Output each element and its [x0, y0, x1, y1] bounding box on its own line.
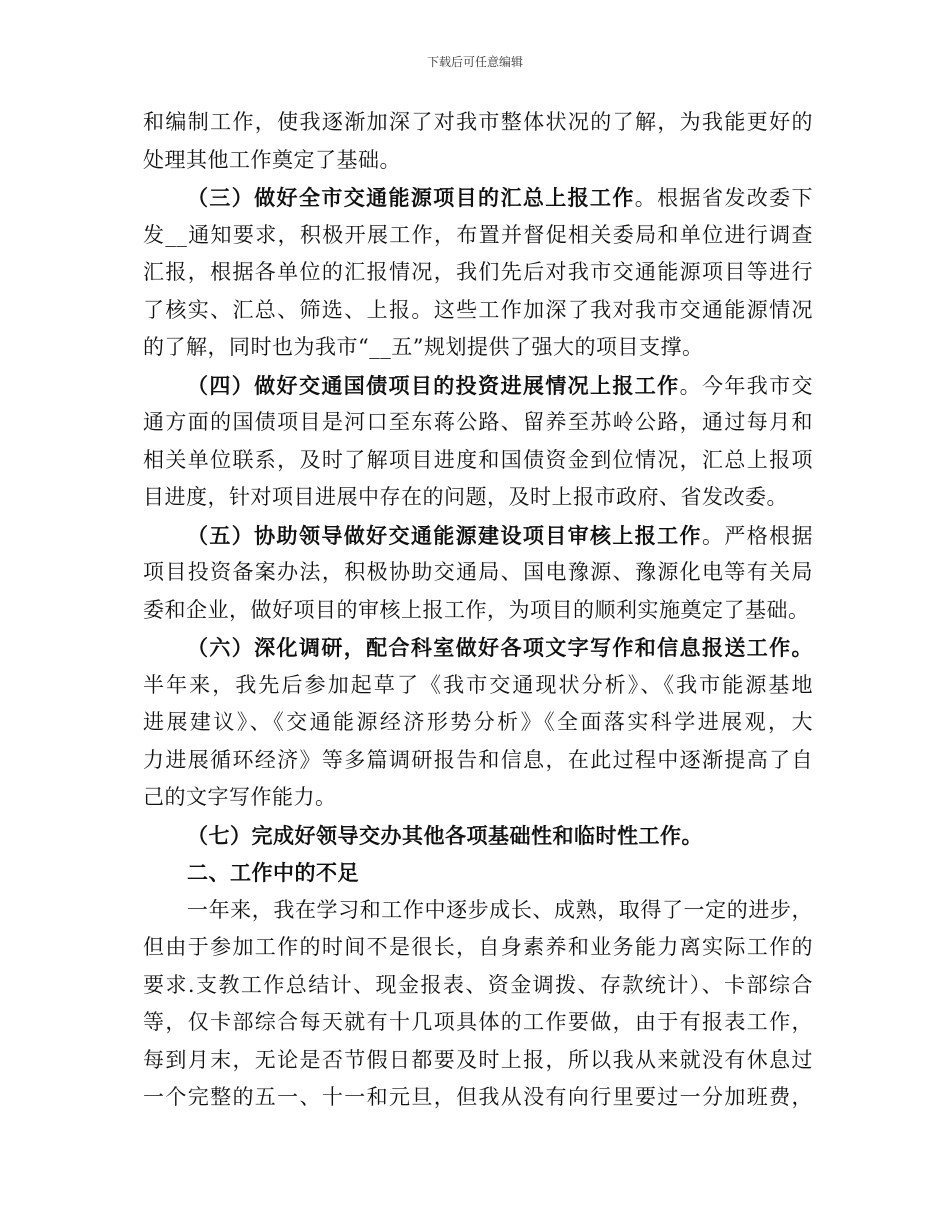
body-text: 。根据省发改委下: [634, 186, 814, 210]
text-line: [143, 817, 813, 855]
body-text: 。严格根据: [701, 523, 814, 548]
bold-heading-text: （六）深化调研，配合科室做好各项文字写作和信息报送工作。: [187, 635, 813, 660]
bold-heading-text: 二、工作中的不足: [187, 860, 359, 885]
text-line: [143, 329, 813, 367]
body-text: 项目投资备案办法，积极协助交通局、国电豫源、豫源化电等有关局: [143, 560, 813, 584]
body-text: 。今年我市交: [679, 373, 814, 398]
text-line: [143, 404, 813, 442]
text-line: [143, 179, 813, 217]
body-text: 了核实、汇总、筛选、上报。这些工作加深了我对我市交通能源情况: [143, 297, 813, 322]
document-body: [143, 104, 813, 1117]
text-line: [143, 1042, 813, 1080]
text-line: [143, 104, 813, 142]
text-line: [143, 254, 813, 292]
body-text: 每到月末，无论是否节假日都要及时上报，所以我从来就没有休息过: [143, 1047, 813, 1072]
body-text: 力进展循环经济》等多篇调研报告和信息，在此过程中逐渐提高了自: [143, 747, 813, 772]
body-text: 汇报，根据各单位的汇报情况，我们先后对我市交通能源项目等进行: [143, 260, 813, 284]
body-text: 一年来，我在学习和工作中逐步成长、成熟，取得了一定的进步，: [187, 897, 813, 922]
body-text: 目进度，针对项目进展中存在的问题，及时上报市政府、省发改委。: [143, 485, 788, 509]
text-line: [143, 592, 813, 630]
body-text: 一个完整的五一、十一和元旦，但我从没有向行里要过一分加班费，: [143, 1085, 813, 1109]
body-text: 半年来，我先后参加起草了《我市交通现状分析》、《我市能源基地: [143, 672, 813, 697]
text-line: [143, 742, 813, 780]
text-line: [143, 629, 813, 667]
bold-heading-text: （七）完成好领导交办其他各项基础性和临时性工作。: [187, 822, 703, 848]
body-text: 处理其他工作奠定了基础。: [143, 147, 401, 172]
text-line: [143, 704, 813, 742]
text-line: [143, 442, 813, 480]
text-line: [143, 854, 813, 892]
bold-heading-text: （四）做好交通国债项目的投资进展情况上报工作: [187, 372, 680, 398]
bold-heading-text: （三）做好全市交通能源项目的汇总上报工作: [187, 185, 635, 210]
bold-heading-text: （五）协助领导做好交通能源建设项目审核上报工作: [187, 522, 702, 548]
body-text: 要求.支教工作总结计、现金报表、资金调拨、存款统计）、卡部综合: [143, 972, 813, 997]
body-text: 进展建议》、《交通能源经济形势分析》《全面落实科学进展观，大: [143, 710, 813, 734]
body-text: 的了解，同时也为我市“__五”规划提供了强大的项目支撑。: [143, 335, 704, 359]
text-line: [143, 217, 813, 255]
page-header: 下载后可任意编辑: [426, 55, 523, 69]
body-text: 相关单位联系，及时了解项目进度和国债资金到位情况，汇总上报项: [143, 447, 813, 472]
body-text: 但由于参加工作的时间不是很长，自身素养和业务能力离实际工作的: [143, 935, 813, 959]
text-line: [143, 554, 813, 592]
text-line: [143, 292, 813, 330]
text-line: [143, 967, 813, 1005]
text-line: [143, 1004, 813, 1042]
text-line: [143, 367, 813, 405]
text-line: [143, 1079, 813, 1117]
text-line: [143, 892, 813, 930]
text-line: [143, 929, 813, 967]
body-text: 通方面的国债项目是河口至东蒋公路、留养至苏岭公路，通过每月和: [143, 410, 813, 434]
body-text: 等，仅卡部综合每天就有十几项具体的工作要做，由于有报表工作，: [143, 1010, 813, 1034]
text-line: [143, 517, 813, 555]
body-text: 委和企业，做好项目的审核上报工作，为项目的顺利实施奠定了基础。: [143, 597, 810, 622]
text-line: [143, 142, 813, 180]
text-line: [143, 479, 813, 517]
text-line: [143, 779, 813, 817]
text-line: [143, 667, 813, 705]
body-text: 发__通知要求，积极开展工作，布置并督促相关委局和单位进行调查: [143, 222, 813, 247]
body-text: 和编制工作，使我逐渐加深了对我市整体状况的了解，为我能更好的: [143, 110, 813, 134]
body-text: 己的文字写作能力。: [143, 785, 337, 809]
